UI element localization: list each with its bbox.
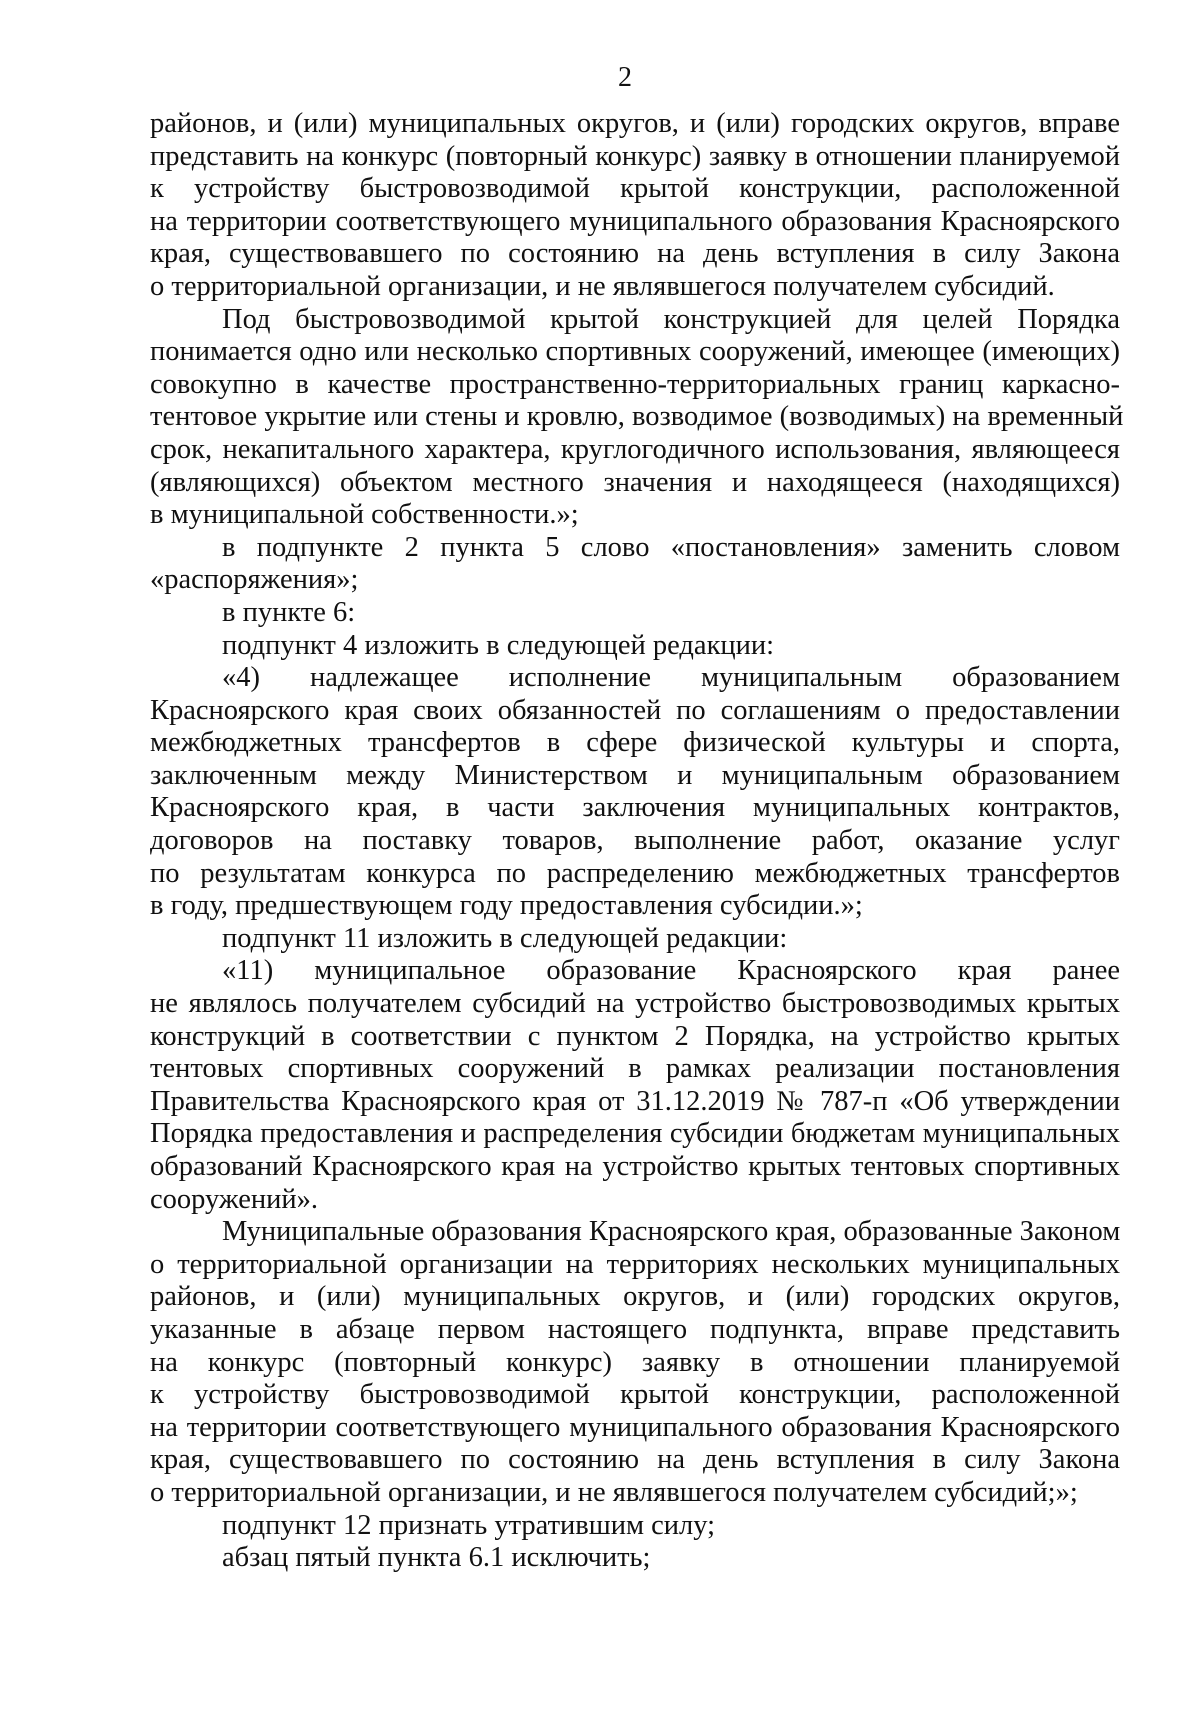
text-line: районов, и (или) муниципальных округов, и (или) городских округов, вправе <box>150 108 1120 139</box>
text-line: абзац пятый пункта 6.1 исключить; <box>222 1542 651 1574</box>
text-line: «распоряжения»; <box>150 564 359 596</box>
text-line: срок, некапитального характера, круглогодичного использования, являющееся <box>150 433 1120 465</box>
text-line: о территориальной организации на территориях нескольких муниципальных <box>150 1248 1120 1280</box>
text-line: договоров на поставку товаров, выполнение работ, оказание услуг <box>150 825 1120 857</box>
paragraph <box>150 1510 1120 1543</box>
text-line: о территориальной организации, и не являвшегося получателем субсидий;»; <box>150 1476 1078 1508</box>
text-line: указанные в абзаце первом настоящего подпункта, вправе представить <box>150 1313 1120 1345</box>
text-line: на конкурс (повторный конкурс) заявку в отношении планируемой <box>150 1346 1120 1378</box>
text-line: на территории соответствующего муниципального образования Красноярского <box>150 205 1120 237</box>
text-line: «4) надлежащее исполнение муниципальным образованием <box>222 662 1120 694</box>
text-line: заключенным между Министерством и муниципальным образованием <box>150 759 1120 791</box>
paragraph <box>150 1542 1120 1575</box>
text-line: Красноярского края, в части заключения муниципальных контрактов, <box>150 792 1120 824</box>
text-line: сооружений». <box>150 1183 318 1215</box>
paragraph <box>150 955 1120 1216</box>
text-line: Красноярского края своих обязанностей по соглашениям о предоставлении <box>150 694 1120 726</box>
text-line: подпункт 11 изложить в следующей редакции: <box>222 922 788 954</box>
text-line: края, существовавшего по состоянию на день вступления в силу Закона <box>150 1444 1120 1476</box>
page-number: 2 <box>618 62 632 93</box>
text-line: Муниципальные образования Красноярского края, образованные Законом <box>222 1216 1121 1248</box>
text-line: районов, и (или) муниципальных округов, и (или) городских округов, <box>150 1281 1120 1313</box>
text-line: по результатам конкурса по распределению межбюджетных трансфертов <box>150 857 1120 889</box>
text-line: в подпункте 2 пункта 5 слово «постановления» заменить словом <box>222 531 1120 563</box>
text-line: (являющихся) объектом местного значения и находящееся (находящихся) <box>150 466 1120 498</box>
text-line: подпункт 4 изложить в следующей редакции: <box>222 629 775 661</box>
text-line: представить на конкурс (повторный конкурс) заявку в отношении планируемой <box>150 140 1120 172</box>
text-line: края, существовавшего по состоянию на день вступления в силу Закона <box>150 238 1120 270</box>
text-line: не являлось получателем субсидий на устройство быстровозводимых крытых <box>150 988 1120 1020</box>
text-line: к устройству быстровозводимой крытой конструкции, расположенной <box>150 1379 1120 1411</box>
text-line: в году, предшествующем году предоставления субсидии.»; <box>150 890 863 922</box>
text-line: конструкций в соответствии с пунктом 2 Порядка, на устройство крытых <box>150 1020 1120 1052</box>
document-body <box>150 108 1124 1575</box>
text-line: подпункт 12 признать утратившим силу; <box>222 1509 716 1541</box>
paragraph <box>150 630 1120 663</box>
text-line: о территориальной организации, и не являвшегося получателем субсидий. <box>150 270 1055 302</box>
paragraph <box>150 1216 1120 1509</box>
text-line: тентовое укрытие или стены и кровлю, возводимое (возводимых) на временный <box>150 401 1124 433</box>
text-line: образований Красноярского края на устройство крытых тентовых спортивных <box>150 1151 1120 1182</box>
text-line: в муниципальной собственности.»; <box>150 499 579 531</box>
paragraph <box>150 303 1124 532</box>
text-line: совокупно в качестве пространственно-территориальных границ каркасно- <box>150 368 1120 400</box>
paragraph <box>150 108 1120 304</box>
text-line: тентовых спортивных сооружений в рамках реализации постановления <box>150 1053 1120 1085</box>
text-line: Под быстровозводимой крытой конструкцией для целей Порядка <box>222 303 1120 335</box>
text-line: Порядка предоставления и распределения субсидии бюджетам муниципальных <box>150 1118 1120 1150</box>
text-line: на территории соответствующего муниципального образования Красноярского <box>150 1411 1120 1443</box>
paragraph <box>150 662 1120 923</box>
text-line: к устройству быстровозводимой крытой конструкции, расположенной <box>150 173 1120 205</box>
text-line: в пункте 6: <box>222 596 356 628</box>
paragraph <box>150 532 1120 597</box>
paragraph <box>150 923 1120 956</box>
paragraph <box>150 597 1120 630</box>
text-line: межбюджетных трансфертов в сфере физической культуры и спорта, <box>150 727 1120 759</box>
text-line: Правительства Красноярского края от 31.12.2019 № 787-п «Об утверждении <box>150 1085 1120 1117</box>
text-line: «11) муниципальное образование Красноярского края ранее <box>222 955 1120 987</box>
text-line: понимается одно или несколько спортивных сооружений, имеющее (имеющих) <box>150 336 1120 368</box>
